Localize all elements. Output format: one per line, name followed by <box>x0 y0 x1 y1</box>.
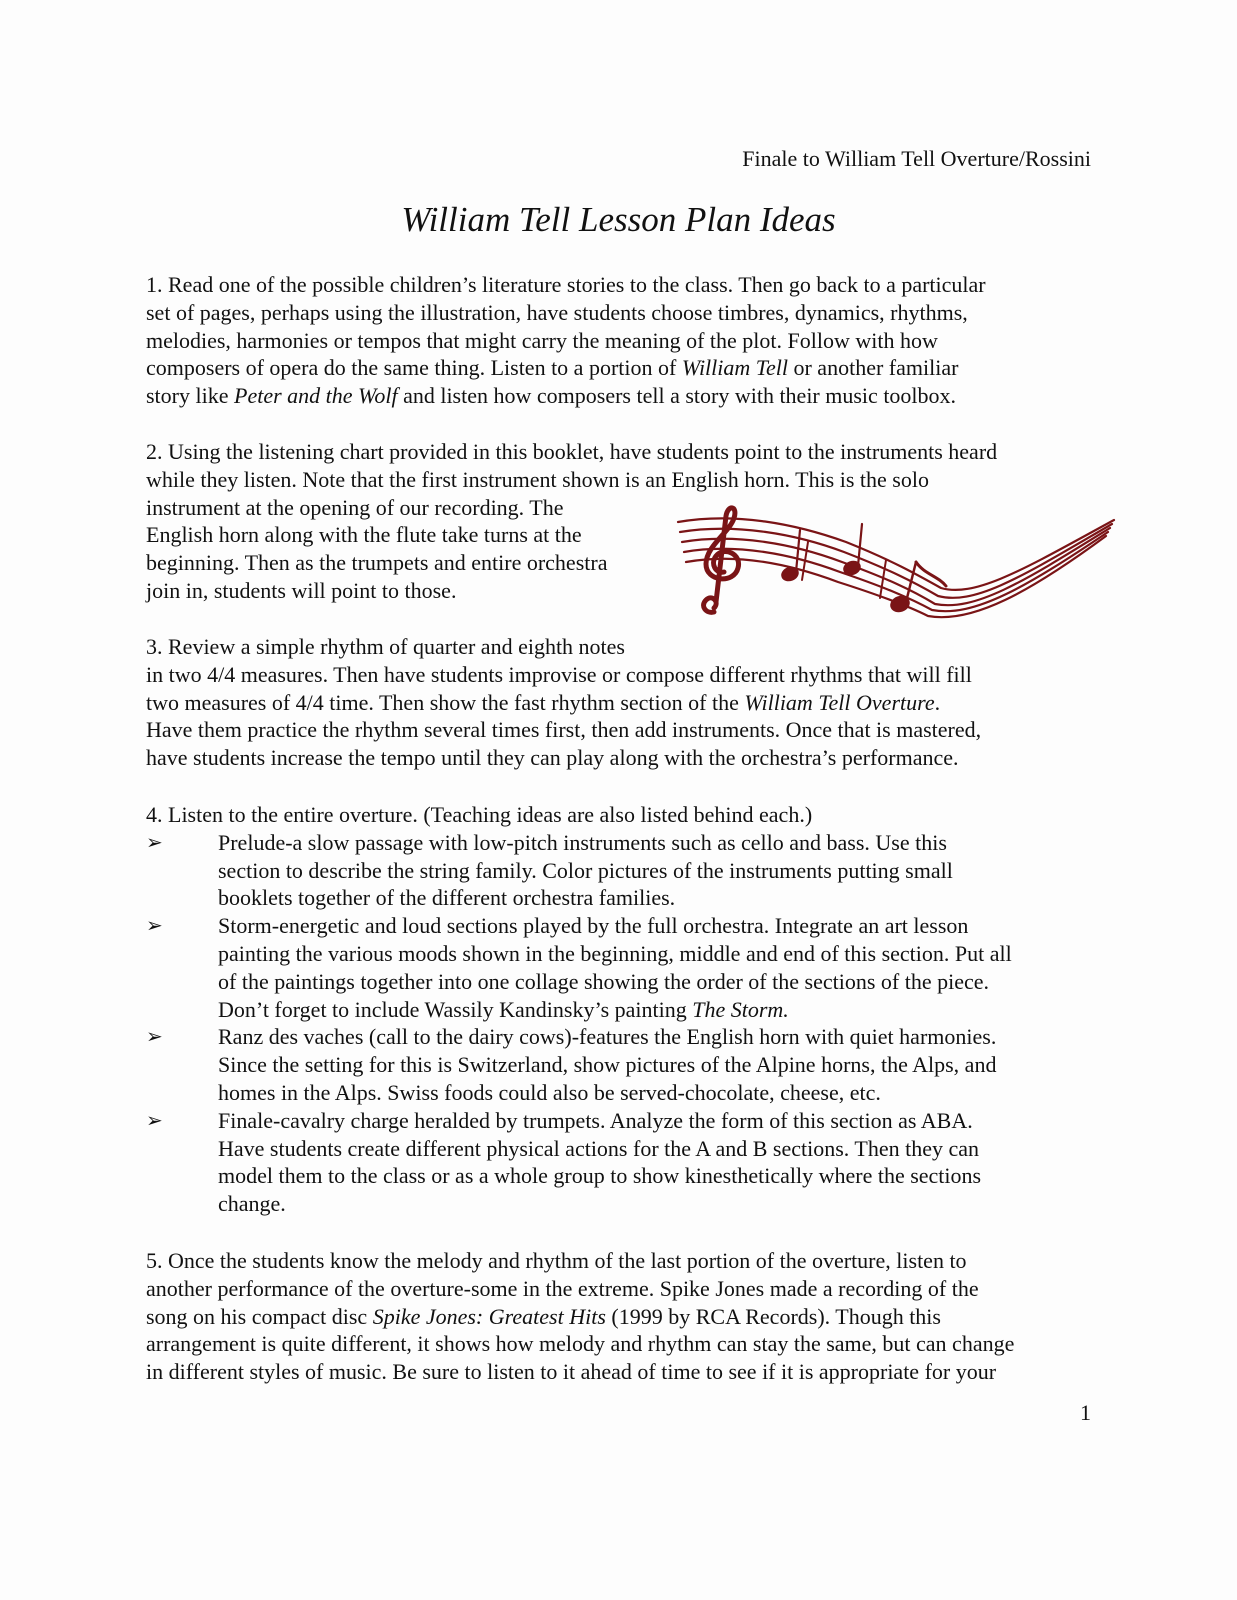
text-line: 5. Once the students know the melody and rhythm of the last portion of the overture, listen to <box>146 1248 967 1273</box>
text-line <box>146 1303 1091 1331</box>
text-line: Prelude-a slow passage with low-pitch instruments such as cello and bass. Use this <box>218 829 947 855</box>
running-header: Finale to William Tell Overture/Rossini <box>742 146 1091 171</box>
text-line: in different styles of music. Be sure to listen to it ahead of time to see if it is appropriate for your <box>146 1359 997 1385</box>
paragraph-3 <box>146 633 1091 772</box>
text-line: beginning. Then as the trumpets and entire orchestra <box>146 550 608 576</box>
text-line: booklets together of the different orchestra families. <box>218 885 676 911</box>
text-line <box>146 689 1091 717</box>
italic-title-the-storm: The Storm. <box>692 996 789 1022</box>
paragraph-5 <box>146 1247 1091 1386</box>
text-line <box>218 996 1091 1024</box>
bullet-item-finale <box>146 1107 1091 1218</box>
text-line: instrument at the opening of our recording. The <box>146 494 564 520</box>
page-number: 1 <box>1080 1400 1091 1425</box>
text-run: song on his compact disc <box>146 1303 373 1329</box>
text-run: Don’t forget to include Wassily Kandinsky’s painting <box>218 996 693 1022</box>
text-line: painting the various moods shown in the beginning, middle and end of this section. Put all <box>218 940 1012 966</box>
text-line: 3. Review a simple rhythm of quarter and eighth notes <box>146 634 625 659</box>
text-line: Ranz des vaches (call to the dairy cows)-features the English horn with quiet harmonies. <box>218 1024 997 1050</box>
text-line: while they listen. Note that the first instrument shown is an English horn. This is the solo <box>146 466 929 492</box>
text-line: Have them practice the rhythm several times first, then add instruments. Once that is mastered, <box>146 717 982 743</box>
italic-title-william-tell: William Tell <box>681 355 788 381</box>
paragraph-1 <box>146 271 1091 410</box>
italic-title-spike-jones-greatest-hits: Spike Jones: Greatest Hits <box>372 1303 606 1329</box>
text-line: melodies, harmonies or tempos that might carry the meaning of the plot. Follow with how <box>146 327 938 353</box>
text-line: join in, students will point to those. <box>146 577 457 603</box>
arrow-bullet-icon: ➢ <box>146 1107 163 1132</box>
text-line: another performance of the overture-some in the extreme. Spike Jones made a recording of the <box>146 1275 979 1301</box>
text-line: homes in the Alps. Swiss foods could also be served-chocolate, cheese, etc. <box>218 1079 881 1105</box>
text-line: 2. Using the listening chart provided in this booklet, have students point to the instruments heard <box>146 439 998 464</box>
text-line: section to describe the string family. Color pictures of the instruments putting small <box>218 857 953 883</box>
text-line <box>146 354 1091 382</box>
arrow-bullet-icon: ➢ <box>146 829 163 854</box>
text-line: Finale-cavalry charge heralded by trumpets. Analyze the form of this section as ABA. <box>218 1107 973 1133</box>
text-run: or another familiar <box>787 355 959 381</box>
text-line: change. <box>218 1191 286 1217</box>
text-line <box>146 382 1091 410</box>
text-run: composers of opera do the same thing. Listen to a portion of <box>146 355 682 381</box>
text-line: Since the setting for this is Switzerland, show pictures of the Alpine horns, the Alps, and <box>218 1052 997 1078</box>
paragraph-4 <box>146 801 1091 1218</box>
music-staff-treble-clef-icon <box>676 502 1116 632</box>
text-run: . <box>934 689 941 715</box>
bullet-item-storm <box>146 912 1091 1023</box>
bullet-item-prelude <box>146 829 1091 912</box>
text-line: English horn along with the flute take turns at the <box>146 522 582 548</box>
text-line: arrangement is quite different, it shows how melody and rhythm can stay the same, but can change <box>146 1331 1015 1357</box>
text-line: of the paintings together into one collage showing the order of the sections of the piece. <box>218 968 989 994</box>
text-line: 4. Listen to the entire overture. (Teaching ideas are also listed behind each.) <box>146 802 813 827</box>
page-title: William Tell Lesson Plan Ideas <box>401 200 836 239</box>
text-line: have students increase the tempo until they can play along with the orchestra’s performance. <box>146 745 959 771</box>
text-line: 1. Read one of the possible children’s literature stories to the class. Then go back to a particular <box>146 272 986 297</box>
arrow-bullet-icon: ➢ <box>146 913 163 938</box>
text-line: set of pages, perhaps using the illustration, have students choose timbres, dynamics, rhythms, <box>146 299 968 325</box>
text-line: model them to the class or as a whole group to show kinesthetically where the sections <box>218 1163 982 1189</box>
text-run: (1999 by RCA Records). Though this <box>605 1303 941 1329</box>
text-run: story like <box>146 383 234 409</box>
text-line: Have students create different physical actions for the A and B sections. Then they can <box>218 1135 980 1161</box>
text-line: in two 4/4 measures. Then have students improvise or compose different rhythms that will fill <box>146 661 972 687</box>
italic-title-william-tell-overture: William Tell Overture <box>744 689 935 715</box>
italic-title-peter-and-the-wolf: Peter and the Wolf <box>234 383 398 409</box>
arrow-bullet-icon: ➢ <box>146 1024 163 1049</box>
text-line: Storm-energetic and loud sections played by the full orchestra. Integrate an art lesson <box>218 913 969 939</box>
text-run: two measures of 4/4 time. Then show the fast rhythm section of the <box>146 689 745 715</box>
bullet-item-ranz-des-vaches <box>146 1023 1091 1106</box>
text-run: and listen how composers tell a story with their music toolbox. <box>397 383 957 409</box>
